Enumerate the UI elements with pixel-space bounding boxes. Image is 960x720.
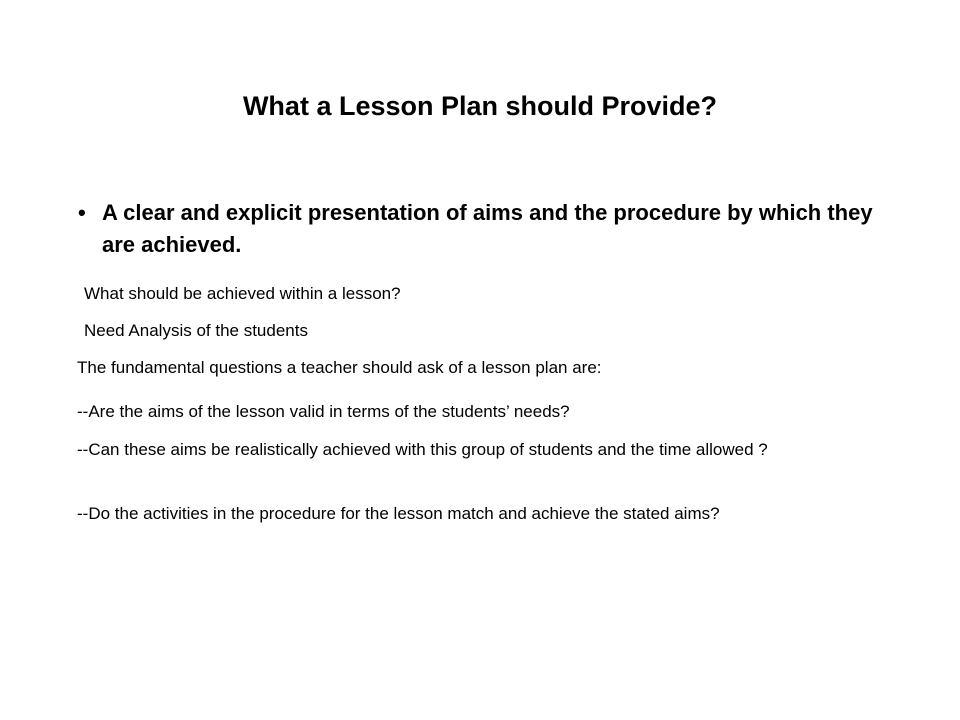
main-bullet-point (78, 197, 878, 261)
bullet-text: A clear and explicit presentation of aims and the procedure by which they are achieved. (102, 200, 873, 257)
slide-title: What a Lesson Plan should Provide? (242, 91, 718, 121)
bullet-icon: • (78, 200, 86, 225)
question-aims-valid: --Are the aims of the lesson valid in terms of the students’ needs? (77, 402, 570, 421)
question-aims-achievable: --Can these aims be realistically achieved with this group of students and the time allowed ? (77, 440, 768, 459)
question-activities-match: --Do the activities in the procedure for the lesson match and achieve the stated aims? (77, 504, 720, 523)
sub-point-need-analysis: Need Analysis of the students (84, 321, 308, 340)
sub-point-achievement: What should be achieved within a lesson? (84, 284, 401, 303)
questions-intro: The fundamental questions a teacher should ask of a lesson plan are: (77, 358, 602, 377)
